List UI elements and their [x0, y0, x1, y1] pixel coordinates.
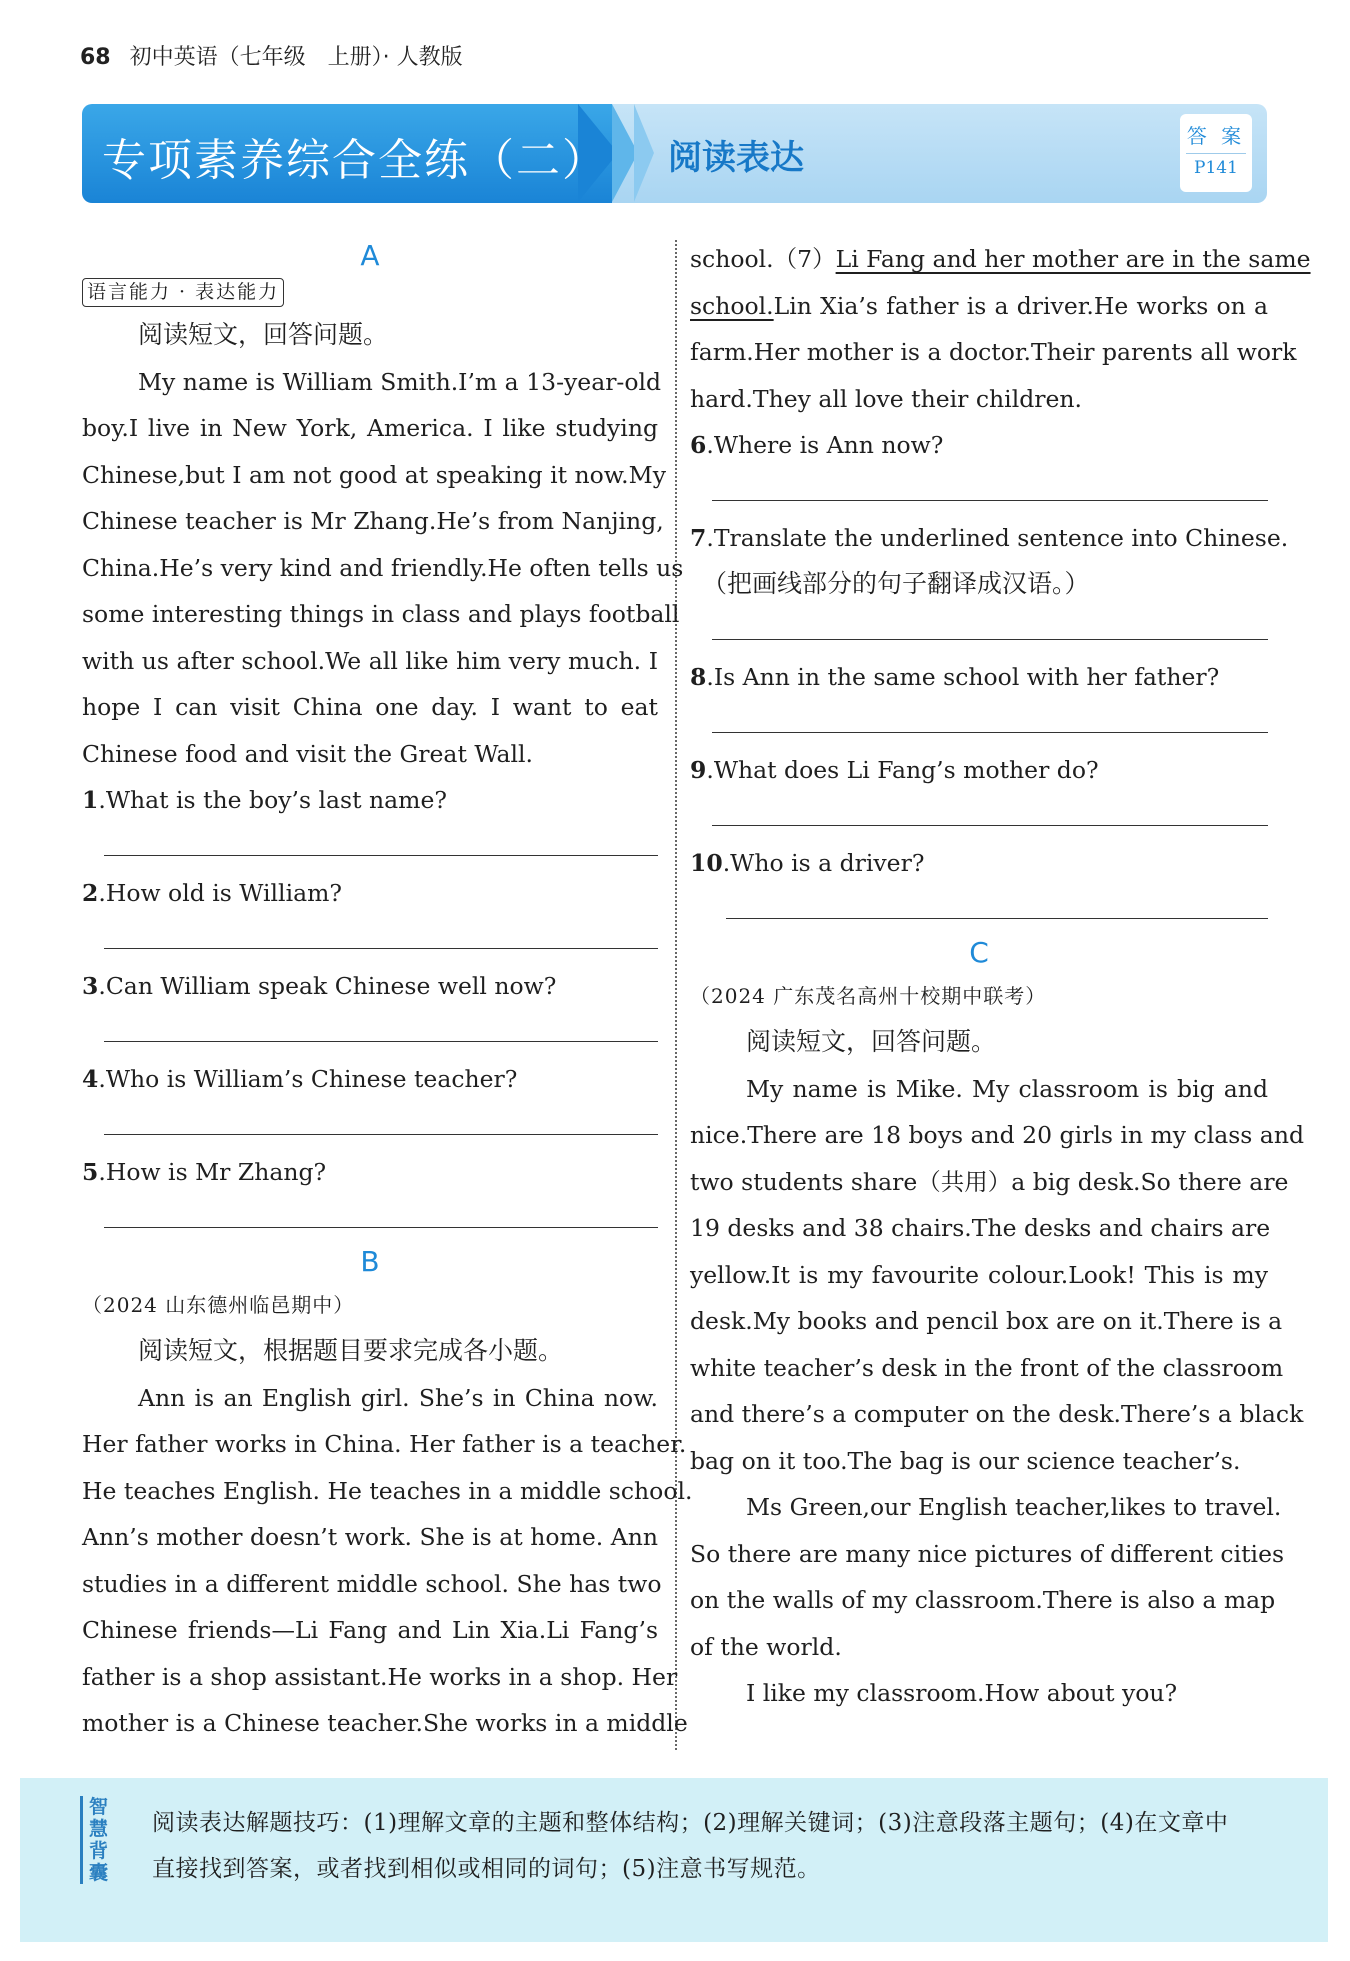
passage-line — [690, 283, 1268, 330]
passage-line: studies in a different middle school. She has two — [82, 1569, 662, 1598]
section-banner — [82, 104, 1267, 203]
passage-line: on the walls of my classroom.There is also a map — [690, 1586, 1276, 1614]
passage-line: desk.My books and pencil box are on it.There is a — [690, 1307, 1283, 1335]
answer-divider — [1186, 153, 1246, 154]
passage-line: with us after school.We all like him very much. I — [82, 646, 658, 675]
question-6 — [690, 422, 1268, 468]
question-2 — [82, 870, 658, 916]
underlined-sentence: school. — [690, 291, 774, 320]
underlined-sentence: Li Fang and her mother are in the same — [835, 245, 1311, 273]
passage-line: Ann is an English girl. She’s in China now. — [138, 1383, 658, 1412]
answer-line[interactable] — [82, 916, 658, 963]
passage-line: Chinese food and visit the Great Wall. — [82, 739, 533, 768]
question-4 — [82, 1056, 658, 1102]
section-c-passage — [690, 1066, 1304, 1717]
question-number: 7 — [690, 524, 707, 552]
answer-line[interactable] — [82, 1102, 658, 1149]
skill-tag: 语言能力 · 表达能力 — [82, 278, 284, 307]
question-9 — [690, 747, 1268, 793]
passage-line: farm.Her mother is a doctor.Their parents all work — [690, 338, 1297, 366]
passage-line: hard.They all love their children. — [690, 384, 1083, 413]
passage-line: white teacher’s desk in the front of the classroom — [690, 1353, 1284, 1382]
passage-line: some interesting things in class and plays football — [82, 600, 680, 628]
question-number: 1 — [82, 786, 99, 814]
passage-line: 19 desks and 38 chairs.The desks and chairs are — [690, 1214, 1271, 1242]
answer-page: P141 — [1194, 158, 1238, 178]
section-a-instruction: 阅读短文，回答问题。 — [138, 320, 389, 349]
passage-line: father is a shop assistant.He works in a shop. Her — [82, 1662, 678, 1691]
section-c-heading: C — [969, 936, 989, 969]
passage-line: Her father works in China. Her father is a teacher. — [82, 1430, 687, 1458]
passage-line: yellow.It is my favourite colour.Look! This is my — [690, 1260, 1268, 1289]
passage-line: bag on it too.The bag is our science teacher’s. — [690, 1446, 1241, 1475]
question-text: .How is Mr Zhang? — [98, 1158, 327, 1186]
question-text: .What does Li Fang’s mother do? — [706, 756, 1099, 784]
question-text: .Who is William’s Chinese teacher? — [98, 1065, 518, 1093]
answer-line[interactable] — [82, 823, 658, 870]
question-8 — [690, 654, 1268, 700]
passage-line: and there’s a computer on the desk.There’s a black — [690, 1400, 1304, 1428]
answer-reference-box — [1180, 114, 1252, 192]
answer-line[interactable] — [690, 793, 1268, 840]
question-text: .Translate the underlined sentence into Chinese. — [706, 524, 1289, 552]
passage-line: My name is Mike. My classroom is big and — [746, 1074, 1268, 1103]
question-number: 8 — [690, 663, 707, 691]
passage-line: Ms Green,our English teacher,likes to travel. — [746, 1493, 1282, 1521]
passage-line: nice.There are 18 boys and 20 girls in my class and — [690, 1121, 1304, 1149]
passage-line: two students share（共用）a big desk.So there are — [690, 1167, 1289, 1196]
book-title: 初中英语（七年级 上册）· 人教版 — [129, 45, 463, 70]
tip-label: 智慧背囊 — [80, 1796, 119, 1884]
answer-line[interactable] — [82, 1009, 658, 1056]
passage-line: China.He’s very kind and friendly.He often tells us — [82, 553, 684, 582]
page-header — [80, 40, 463, 71]
answer-line[interactable] — [704, 886, 1268, 933]
question-number: 5 — [82, 1158, 99, 1186]
passage-line — [690, 236, 1311, 283]
question-number: 10 — [690, 849, 723, 877]
answer-line[interactable] — [690, 700, 1268, 747]
passage-line: He teaches English. He teaches in a middle school. — [82, 1476, 693, 1505]
passage-line: hope I can visit China one day. I want to eat — [82, 693, 658, 721]
section-c-instruction: 阅读短文，回答问题。 — [746, 1027, 997, 1056]
answer-line[interactable] — [82, 1195, 658, 1242]
question-number: 4 — [82, 1065, 99, 1093]
section-c-source: （2024 广东茂名高州十校期中联考） — [690, 984, 1047, 1008]
passage-text: school.（7） — [690, 245, 836, 273]
chevron-arrow-icon — [634, 104, 654, 202]
question-text: .How old is William? — [98, 879, 342, 907]
answer-label: 答 案 — [1186, 124, 1246, 148]
answer-line[interactable] — [690, 468, 1268, 515]
passage-line: boy.I live in New York, America. I like studying — [82, 414, 658, 442]
question-3 — [82, 963, 658, 1009]
passage-line: My name is William Smith.I’m a 13-year-old — [138, 367, 662, 396]
right-column — [690, 236, 1311, 1717]
passage-line: mother is a Chinese teacher.She works in a middle — [82, 1709, 688, 1737]
banner-title: 专项素养综合全练（二） — [102, 135, 608, 186]
section-b-heading: B — [360, 1245, 380, 1278]
section-a-passage — [82, 359, 684, 778]
left-column — [82, 236, 693, 1747]
question-1 — [82, 777, 658, 823]
section-a-heading: A — [360, 239, 380, 272]
column-divider — [675, 240, 677, 1750]
question-number: 9 — [690, 756, 707, 784]
question-10 — [690, 840, 1268, 886]
page-number: 68 — [80, 45, 111, 70]
section-b-source: （2024 山东德州临邑期中） — [82, 1293, 355, 1317]
question-5 — [82, 1149, 658, 1195]
tip-box — [20, 1778, 1328, 1942]
answer-line[interactable] — [690, 607, 1268, 654]
question-text: .Is Ann in the same school with her father? — [706, 663, 1220, 691]
passage-text: Lin Xia’s father is a driver.He works on a — [773, 291, 1268, 320]
tip-line: 直接找到答案，或者找到相似或相同的词句；(5)注意书写规范。 — [152, 1856, 821, 1882]
question-number: 2 — [82, 879, 99, 907]
passage-line: Chinese,but I am not good at speaking it now.My — [82, 460, 666, 489]
banner-subtitle: 阅读表达 — [668, 138, 804, 178]
question-text: .What is the boy’s last name? — [98, 786, 447, 814]
section-b-instruction: 阅读短文，根据题目要求完成各小题。 — [138, 1336, 564, 1365]
passage-line: Chinese teacher is Mr Zhang.He’s from Nanjing, — [82, 507, 664, 535]
question-7 — [690, 515, 1289, 561]
question-number: 3 — [82, 972, 99, 1000]
passage-line: of the world. — [690, 1632, 842, 1661]
question-text: .Where is Ann now? — [706, 431, 944, 459]
passage-line: Chinese friends—Li Fang and Lin Xia.Li Fang’s — [82, 1616, 658, 1644]
question-text: .Can William speak Chinese well now? — [98, 972, 557, 1000]
tip-text — [152, 1800, 1292, 1892]
passage-line: I like my classroom.How about you? — [746, 1679, 1178, 1707]
question-7-subtext: （把画线部分的句子翻译成汉语。） — [702, 569, 1090, 598]
question-number: 6 — [690, 431, 707, 459]
passage-line: Ann’s mother doesn’t work. She is at home. Ann — [82, 1523, 658, 1551]
question-text: .Who is a driver? — [722, 849, 925, 877]
section-b-passage — [82, 1375, 693, 1747]
passage-line: So there are many nice pictures of different cities — [690, 1539, 1285, 1568]
tip-line: 阅读表达解题技巧：(1)理解文章的主题和整体结构；(2)理解关键词；(3)注意段落主题句；(4)在文章中 — [152, 1810, 1229, 1836]
